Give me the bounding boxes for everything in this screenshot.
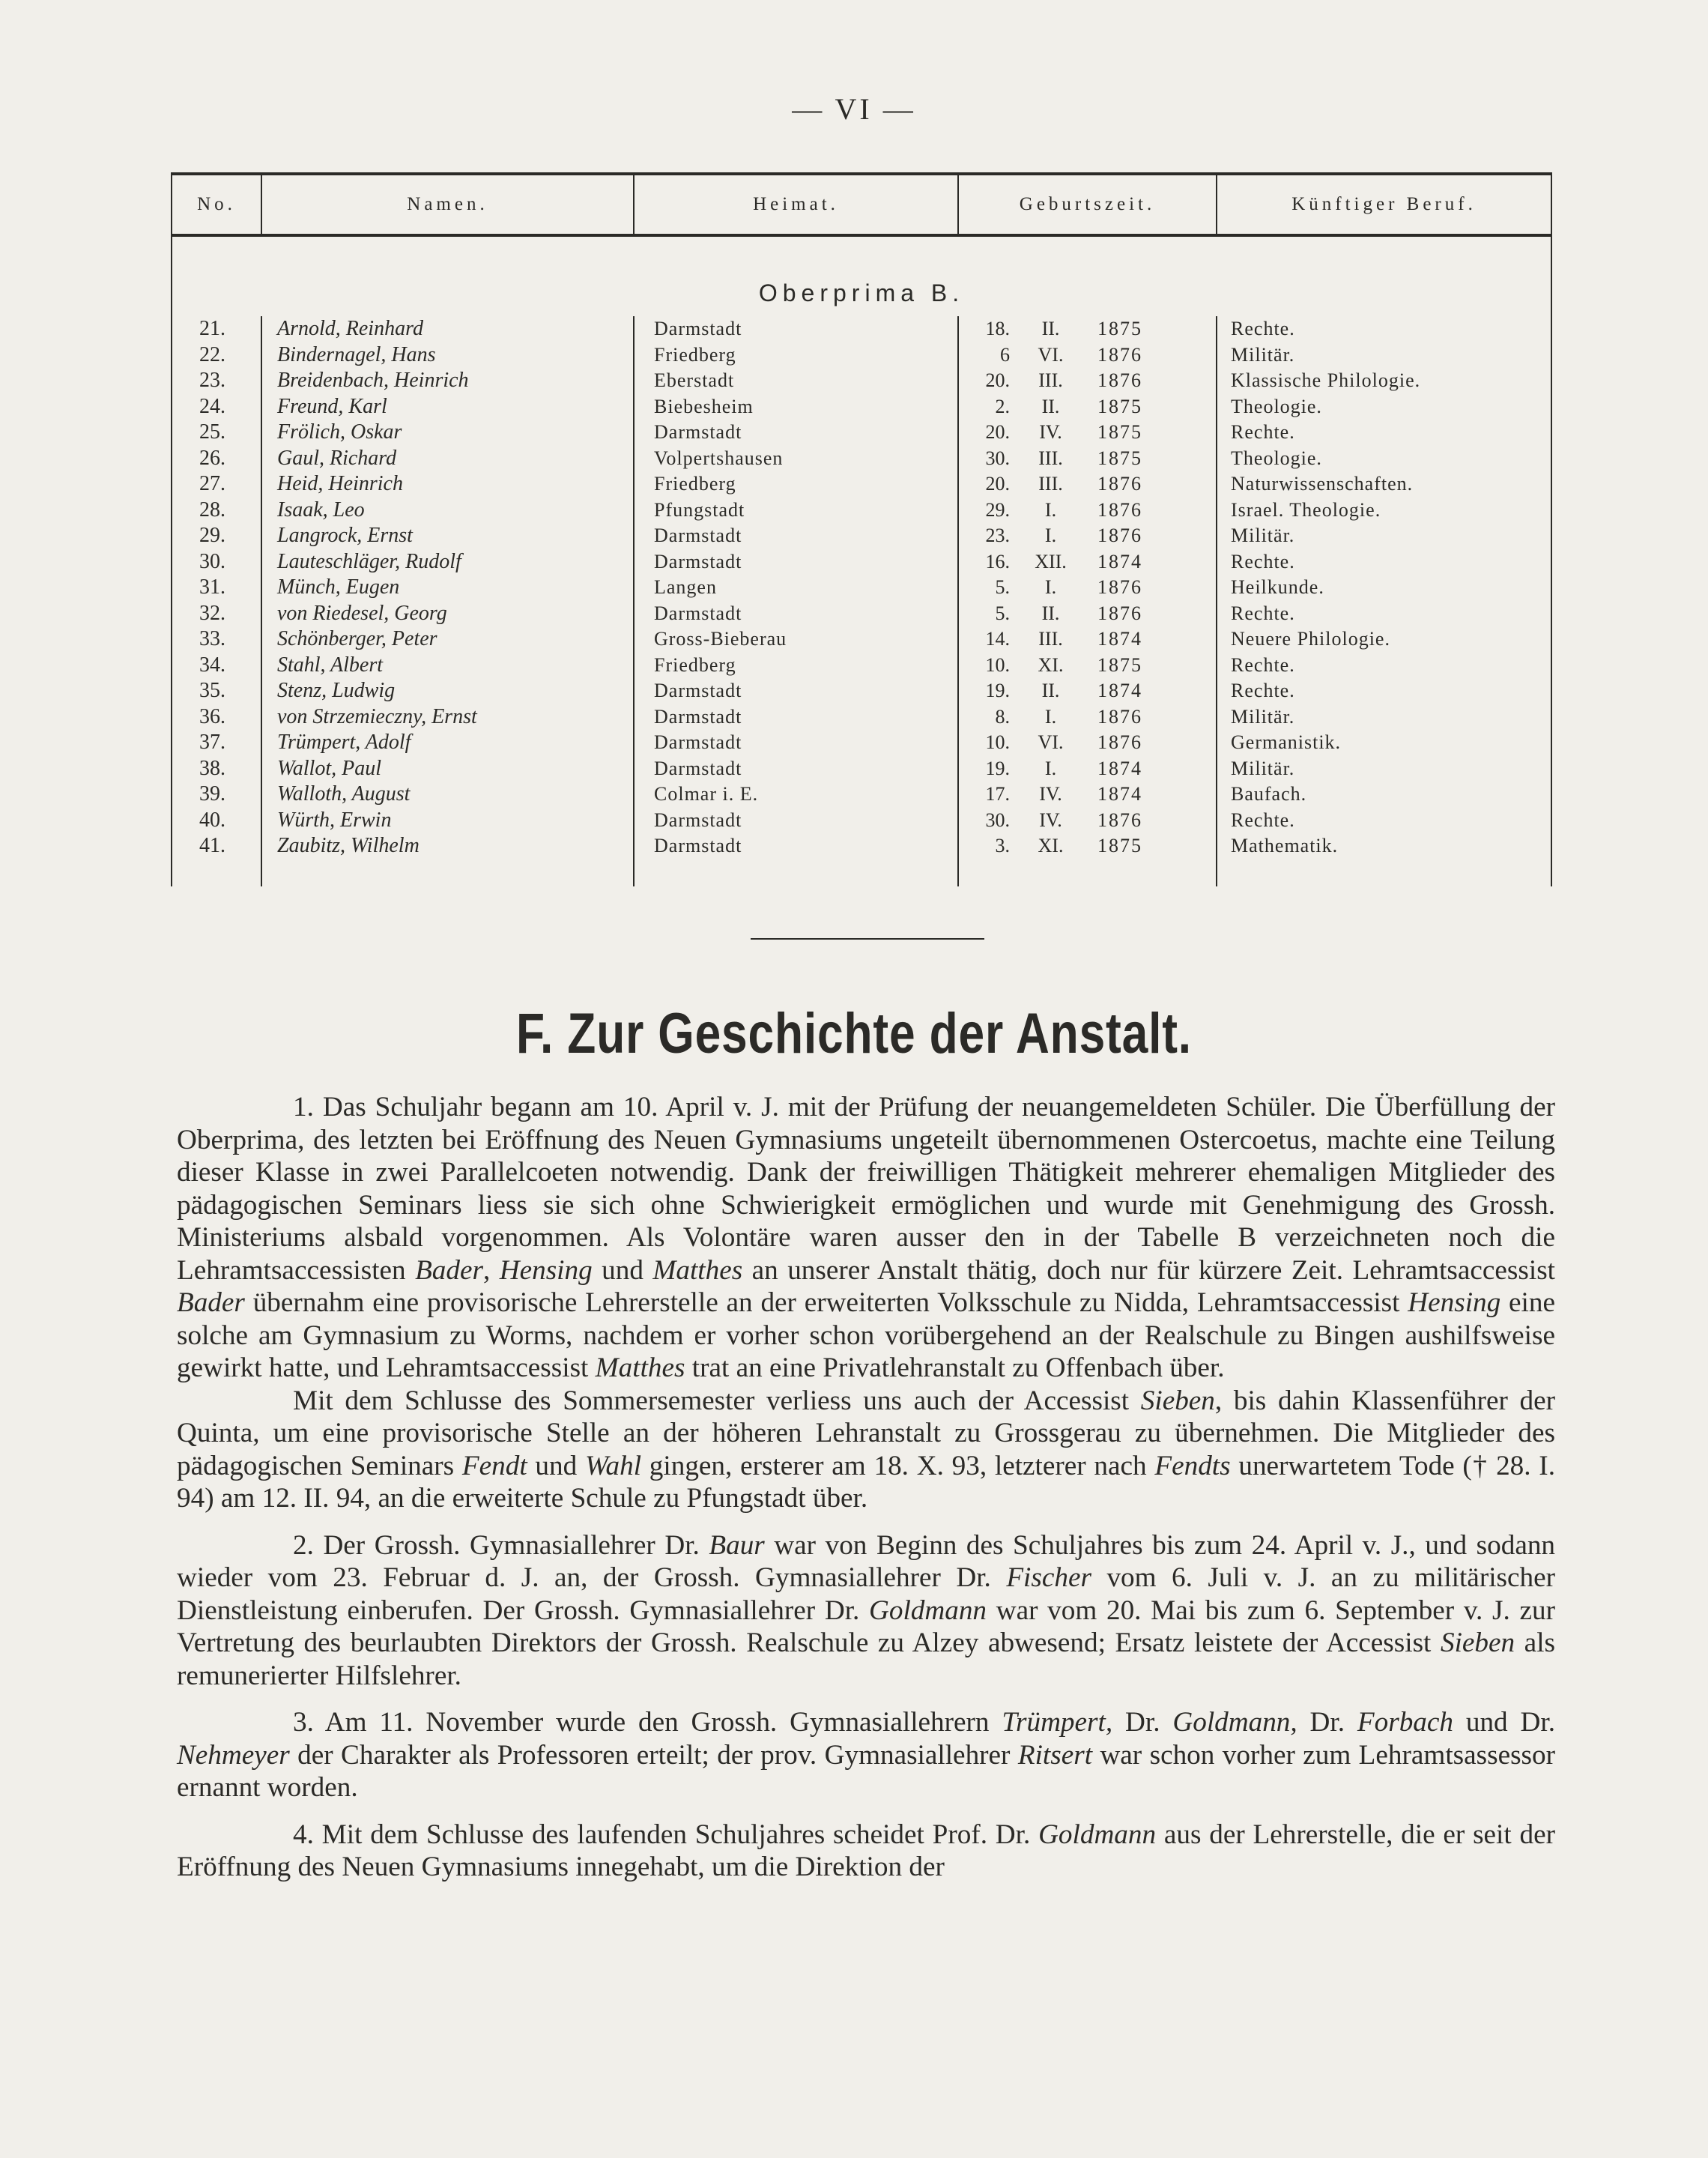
- student-number: 23.: [199, 369, 225, 393]
- text-run: Mit dem Schlusse des Sommersemester verliess uns auch der Accessist: [293, 1385, 1141, 1416]
- future-career: Rechte.: [1217, 653, 1551, 679]
- person-name: Fischer: [1006, 1562, 1091, 1593]
- future-career: Naturwissenschaften.: [1217, 471, 1551, 498]
- student-hometown: Darmstadt: [634, 316, 958, 342]
- student-name: Arnold, Reinhard: [261, 316, 634, 342]
- person-name: Goldmann,: [1172, 1707, 1297, 1738]
- future-career: Rechte.: [1217, 316, 1551, 342]
- student-number: 27.: [199, 472, 225, 496]
- birth-day: 20.: [958, 420, 1014, 446]
- page-number: — VI —: [792, 92, 916, 126]
- empty-cell: [1087, 859, 1217, 886]
- future-career: Mathematik.: [1217, 833, 1551, 859]
- future-career: Militär.: [1217, 756, 1551, 782]
- text-run: übernahm eine provisorische Lehrerstelle an der erweiterten Volksschule zu Nidda, Lehramtsaccessist: [244, 1287, 1408, 1318]
- text-run: war vom 20. Mai bis zum 6. September v. J. zur Vertretung des beurlaubten Direktors der Grossh. Realschule zu Alzey abwesend; Ersatz leistete der Accessist: [177, 1595, 1555, 1658]
- future-career: Theologie.: [1217, 446, 1551, 472]
- birth-year: 1876: [1097, 705, 1142, 728]
- birth-day: 5.: [958, 601, 1014, 627]
- birth-month: XII.: [1035, 550, 1067, 572]
- birth-month: VI.: [1038, 343, 1064, 366]
- student-hometown: Darmstadt: [634, 730, 958, 756]
- student-hometown: Biebesheim: [634, 394, 958, 420]
- birth-day: 30.: [958, 446, 1014, 472]
- empty-cell: [172, 859, 261, 886]
- future-career: Rechte.: [1217, 678, 1551, 704]
- birth-month: III.: [1038, 628, 1063, 650]
- text-run: Dr.: [1112, 1707, 1173, 1738]
- student-hometown: Friedberg: [634, 342, 958, 369]
- text-run: 3. Am 11. November wurde den Grossh. Gymnasiallehrern: [293, 1707, 1002, 1738]
- person-name: Fendt: [461, 1450, 527, 1481]
- birth-month: I.: [1044, 757, 1057, 779]
- paragraph-4: [177, 1819, 1555, 1884]
- person-name: Goldmann: [869, 1595, 987, 1626]
- student-name: von Strzemieczny, Ernst: [261, 704, 634, 731]
- future-career: Militär.: [1217, 523, 1551, 549]
- student-name: Breidenbach, Heinrich: [261, 368, 634, 394]
- birth-year: 1876: [1097, 576, 1142, 599]
- student-name: Walloth, August: [261, 782, 634, 808]
- student-number: 31.: [199, 575, 225, 599]
- person-name: Ritsert: [1017, 1739, 1093, 1771]
- birth-month: II.: [1041, 680, 1060, 702]
- student-hometown: Darmstadt: [634, 808, 958, 834]
- text-run: , bis dahin Klassenführer der Quinta, um eine provisorische Stelle an der höheren Lehranstalt zu Grossgerau zu übernehmen. Die Mitglieder des pädagogischen Seminars: [177, 1385, 1555, 1481]
- future-career: Neuere Philologie.: [1217, 626, 1551, 653]
- birth-day: 30.: [958, 808, 1014, 834]
- birth-year: 1875: [1097, 447, 1142, 469]
- birth-year: 1875: [1097, 318, 1142, 340]
- table-row: [172, 730, 1551, 756]
- birth-day: 19.: [958, 678, 1014, 704]
- student-name: von Riedesel, Georg: [261, 601, 634, 627]
- birth-day: 16.: [958, 549, 1014, 575]
- class-section-title: Oberprima B.: [758, 279, 965, 306]
- text-run: 2. Der Grossh. Gymnasiallehrer Dr.: [293, 1529, 709, 1561]
- table-bottom-padding: [172, 859, 1551, 886]
- table-row: [172, 394, 1551, 420]
- birth-month: I.: [1044, 525, 1057, 547]
- birth-day: 17.: [958, 782, 1014, 808]
- birth-day: 5.: [958, 575, 1014, 601]
- birth-month: IV.: [1039, 783, 1062, 806]
- table-row: [172, 498, 1551, 524]
- student-number: 24.: [199, 394, 225, 418]
- birth-month: III.: [1038, 447, 1063, 469]
- future-career: Militär.: [1217, 704, 1551, 731]
- birth-day: 20.: [958, 368, 1014, 394]
- birth-day: 19.: [958, 756, 1014, 782]
- person-name: Bader: [177, 1287, 245, 1318]
- text-run: gingen, ersterer am 18. X. 93, letzterer nach: [641, 1450, 1155, 1481]
- future-career: Militär.: [1217, 342, 1551, 369]
- table-row: [172, 653, 1551, 679]
- birth-month: III.: [1038, 473, 1063, 495]
- paragraph-3: [177, 1706, 1555, 1804]
- student-number: 28.: [199, 498, 225, 522]
- section-divider: [751, 938, 984, 940]
- text-run: 1. Das Schuljahr begann am 10. April v. J. mit der Prüfung der neuangemeldeten Schüler. Die Überfüllung der Oberprima, des letzten bei Eröffnung des Neuen Gymnasiums ungeteilt übernommenen Ostercoetus, machte eine Teilung dieser Klasse in zwei Parallelcoeten notwendig. Dank der freiwilligen Thätigkeit mehrerer ehemaligen Mitglieder des pädagogischen Seminars liess sie sich ohne Schwierigkeit ermöglichen und wurde mit Genehmigung des Grossh. Ministeriums alsbald vorgenommen. Als Volontäre waren ausser den in der Tabelle B verzeichneten noch die Lehramtsaccessisten: [177, 1092, 1555, 1286]
- student-name: Stenz, Ludwig: [261, 678, 634, 704]
- birth-day: 2.: [958, 394, 1014, 420]
- person-name: Fendts: [1154, 1450, 1231, 1481]
- future-career: Theologie.: [1217, 394, 1551, 420]
- empty-cell: [1014, 859, 1087, 886]
- birth-month: XI.: [1038, 653, 1064, 676]
- birth-month: II.: [1041, 395, 1060, 417]
- table-row: [172, 316, 1551, 342]
- student-number: 22.: [199, 342, 225, 366]
- empty-cell: [958, 859, 1014, 886]
- student-number: 26.: [199, 446, 225, 470]
- future-career: Baufach.: [1217, 782, 1551, 808]
- empty-cell: [261, 859, 634, 886]
- empty-cell: [1217, 859, 1551, 886]
- paragraph-2: [177, 1529, 1555, 1693]
- student-hometown: Colmar i. E.: [634, 782, 958, 808]
- student-hometown: Gross-Bieberau: [634, 626, 958, 653]
- person-name: Nehmeyer: [177, 1739, 290, 1771]
- birth-year: 1874: [1097, 550, 1142, 572]
- birth-month: XI.: [1038, 835, 1064, 857]
- student-hometown: Darmstadt: [634, 704, 958, 731]
- person-name: Forbach: [1357, 1707, 1453, 1738]
- text-run: war von Beginn des Schuljahres bis zum 24. April v. J., und sodann wieder vom 23. Februar d. J. an, der Grossh. Gymnasiallehrer Dr.: [177, 1529, 1556, 1593]
- birth-year: 1874: [1097, 680, 1142, 702]
- body-text: [177, 1091, 1555, 1898]
- student-number: 25.: [199, 420, 225, 444]
- student-hometown: Darmstadt: [634, 523, 958, 549]
- birth-day: 3.: [958, 833, 1014, 859]
- student-number: 32.: [199, 601, 225, 625]
- person-name: Wahl: [584, 1450, 642, 1481]
- birth-day: 18.: [958, 316, 1014, 342]
- future-career: Rechte.: [1217, 601, 1551, 627]
- student-number: 30.: [199, 549, 225, 573]
- student-name: Langrock, Ernst: [261, 523, 634, 549]
- birth-month: IV.: [1039, 809, 1062, 831]
- birth-day: 6: [958, 342, 1014, 369]
- header-name: Namen.: [261, 174, 634, 235]
- header-birth-date: Geburtszeit.: [958, 174, 1217, 235]
- birth-month: II.: [1041, 318, 1060, 340]
- student-hometown: Darmstadt: [634, 833, 958, 859]
- student-hometown: Darmstadt: [634, 756, 958, 782]
- birth-year: 1874: [1097, 757, 1142, 779]
- text-run: unerwartetem Tode († 28. I. 94) am 12. II. 94, an die erweiterte Schule zu Pfungstadt über.: [177, 1450, 1555, 1514]
- table-row: [172, 782, 1551, 808]
- table-row: [172, 808, 1551, 834]
- person-name: Trümpert,: [1002, 1707, 1113, 1738]
- text-run: trat an eine Privatlehranstalt zu Offenbach über.: [685, 1352, 1225, 1383]
- text-run: als remunerierter Hilfslehrer.: [177, 1627, 1555, 1691]
- student-name: Münch, Eugen: [261, 575, 634, 601]
- empty-cell: [634, 859, 958, 886]
- future-career: Klassische Philologie.: [1217, 368, 1551, 394]
- birth-month: I.: [1044, 498, 1057, 521]
- birth-year: 1876: [1097, 498, 1142, 521]
- birth-year: 1876: [1097, 602, 1142, 624]
- student-name: Wallot, Paul: [261, 756, 634, 782]
- header-career: Künftiger Beruf.: [1217, 174, 1551, 235]
- person-name: Hensing: [1408, 1287, 1501, 1318]
- text-run: der Charakter als Professoren erteilt; der prov. Gymnasiallehrer: [289, 1739, 1018, 1771]
- text-run: vom 6. Juli v. J. an zu militärischer Dienstleistung einberufen. Der Grossh. Gymnasiallehrer Dr.: [177, 1562, 1555, 1626]
- student-number: 29.: [199, 524, 225, 548]
- student-name: Schönberger, Peter: [261, 626, 634, 653]
- birth-year: 1874: [1097, 783, 1142, 806]
- student-name: Lauteschläger, Rudolf: [261, 549, 634, 575]
- student-name: Frölich, Oskar: [261, 420, 634, 446]
- birth-month: VI.: [1038, 731, 1064, 754]
- paragraph-1: [177, 1091, 1555, 1385]
- birth-month: III.: [1038, 369, 1063, 392]
- student-name: Isaak, Leo: [261, 498, 634, 524]
- student-roster-table: [171, 172, 1552, 886]
- table-row: [172, 601, 1551, 627]
- header-hometown: Heimat.: [634, 174, 958, 235]
- birth-year: 1876: [1097, 809, 1142, 831]
- text-run: Dr.: [1297, 1707, 1357, 1738]
- student-hometown: Eberstadt: [634, 368, 958, 394]
- person-name: Hensing: [499, 1254, 593, 1286]
- student-number: 35.: [199, 679, 225, 703]
- text-run: 4. Mit dem Schlusse des laufenden Schuljahres scheidet Prof. Dr.: [293, 1819, 1039, 1850]
- birth-month: II.: [1041, 602, 1060, 624]
- table-row: [172, 756, 1551, 782]
- birth-year: 1875: [1097, 421, 1142, 444]
- text-run: war schon vorher zum Lehramtsassessor ernannt worden.: [177, 1739, 1555, 1803]
- future-career: Rechte.: [1217, 420, 1551, 446]
- birth-year: 1875: [1097, 653, 1142, 676]
- birth-day: 14.: [958, 626, 1014, 653]
- student-name: Würth, Erwin: [261, 808, 634, 834]
- student-hometown: Friedberg: [634, 471, 958, 498]
- birth-year: 1875: [1097, 835, 1142, 857]
- student-hometown: Darmstadt: [634, 601, 958, 627]
- table-row: [172, 446, 1551, 472]
- future-career: Germanistik.: [1217, 730, 1551, 756]
- birth-year: 1876: [1097, 343, 1142, 366]
- text-run: eine solche am Gymnasium zu Worms, nachdem er vorher schon vorübergehend an der Realschule zu Bingen aushilfsweise gewirkt hatte, und Lehramtsaccessist: [177, 1287, 1555, 1383]
- student-name: Heid, Heinrich: [261, 471, 634, 498]
- person-name: Matthes: [595, 1352, 685, 1383]
- birth-day: 29.: [958, 498, 1014, 524]
- student-hometown: Darmstadt: [634, 549, 958, 575]
- person-name: Sieben: [1440, 1627, 1515, 1658]
- section-heading: F. Zur Geschichte der Anstalt.: [516, 1002, 1192, 1066]
- birth-year: 1876: [1097, 525, 1142, 547]
- student-name: Trümpert, Adolf: [261, 730, 634, 756]
- header-number: No.: [172, 174, 261, 235]
- table-row: [172, 471, 1551, 498]
- student-number: 39.: [199, 782, 225, 806]
- student-number: 38.: [199, 756, 225, 780]
- person-name: Bader: [415, 1254, 483, 1286]
- text-run: aus der Lehrerstelle, die er seit der Eröffnung des Neuen Gymnasiums innegehabt, um die Direktion der: [177, 1819, 1555, 1882]
- future-career: Rechte.: [1217, 808, 1551, 834]
- student-hometown: Langen: [634, 575, 958, 601]
- student-number: 37.: [199, 731, 225, 755]
- table-row: [172, 626, 1551, 653]
- birth-year: 1876: [1097, 731, 1142, 754]
- birth-month: I.: [1044, 576, 1057, 599]
- student-hometown: Friedberg: [634, 653, 958, 679]
- birth-day: 10.: [958, 653, 1014, 679]
- table-header-row: [172, 174, 1551, 235]
- student-name: Stahl, Albert: [261, 653, 634, 679]
- table-row: [172, 575, 1551, 601]
- birth-year: 1874: [1097, 628, 1142, 650]
- student-name: Zaubitz, Wilhelm: [261, 833, 634, 859]
- student-name: Freund, Karl: [261, 394, 634, 420]
- birth-day: 20.: [958, 471, 1014, 498]
- student-number: 21.: [199, 317, 225, 341]
- student-number: 41.: [199, 834, 225, 858]
- table-row: [172, 833, 1551, 859]
- text-run: und Dr.: [1453, 1707, 1556, 1738]
- table-row: [172, 368, 1551, 394]
- student-number: 33.: [199, 627, 225, 651]
- person-name: Baur: [709, 1529, 765, 1561]
- birth-year: 1875: [1097, 395, 1142, 417]
- text-run: und: [592, 1254, 653, 1286]
- future-career: Heilkunde.: [1217, 575, 1551, 601]
- birth-day: 10.: [958, 730, 1014, 756]
- birth-year: 1876: [1097, 369, 1142, 392]
- student-hometown: Pfungstadt: [634, 498, 958, 524]
- text-run: ,: [482, 1254, 500, 1286]
- table-row: [172, 704, 1551, 731]
- student-name: Gaul, Richard: [261, 446, 634, 472]
- birth-day: 8.: [958, 704, 1014, 731]
- section-row: [172, 235, 1551, 316]
- person-name: Goldmann: [1038, 1819, 1157, 1850]
- birth-day: 23.: [958, 523, 1014, 549]
- birth-year: 1876: [1097, 473, 1142, 495]
- table-row: [172, 523, 1551, 549]
- table-row: [172, 342, 1551, 369]
- student-hometown: Volpertshausen: [634, 446, 958, 472]
- student-hometown: Darmstadt: [634, 678, 958, 704]
- student-hometown: Darmstadt: [634, 420, 958, 446]
- paragraph-1-continued: [177, 1385, 1555, 1515]
- roster-body: [172, 235, 1551, 886]
- person-name: Matthes: [652, 1254, 743, 1286]
- text-run: an unserer Anstalt thätig, doch nur für kürzere Zeit. Lehramtsaccessist: [742, 1254, 1555, 1286]
- student-name: Bindernagel, Hans: [261, 342, 634, 369]
- table-row: [172, 420, 1551, 446]
- future-career: Rechte.: [1217, 549, 1551, 575]
- student-number: 40.: [199, 808, 225, 832]
- birth-month: IV.: [1039, 421, 1062, 444]
- person-name: Sieben: [1140, 1385, 1215, 1416]
- table-row: [172, 678, 1551, 704]
- student-number: 34.: [199, 653, 225, 677]
- future-career: Israel. Theologie.: [1217, 498, 1551, 524]
- table-row: [172, 549, 1551, 575]
- birth-month: I.: [1044, 705, 1057, 728]
- student-number: 36.: [199, 704, 225, 728]
- text-run: und: [527, 1450, 585, 1481]
